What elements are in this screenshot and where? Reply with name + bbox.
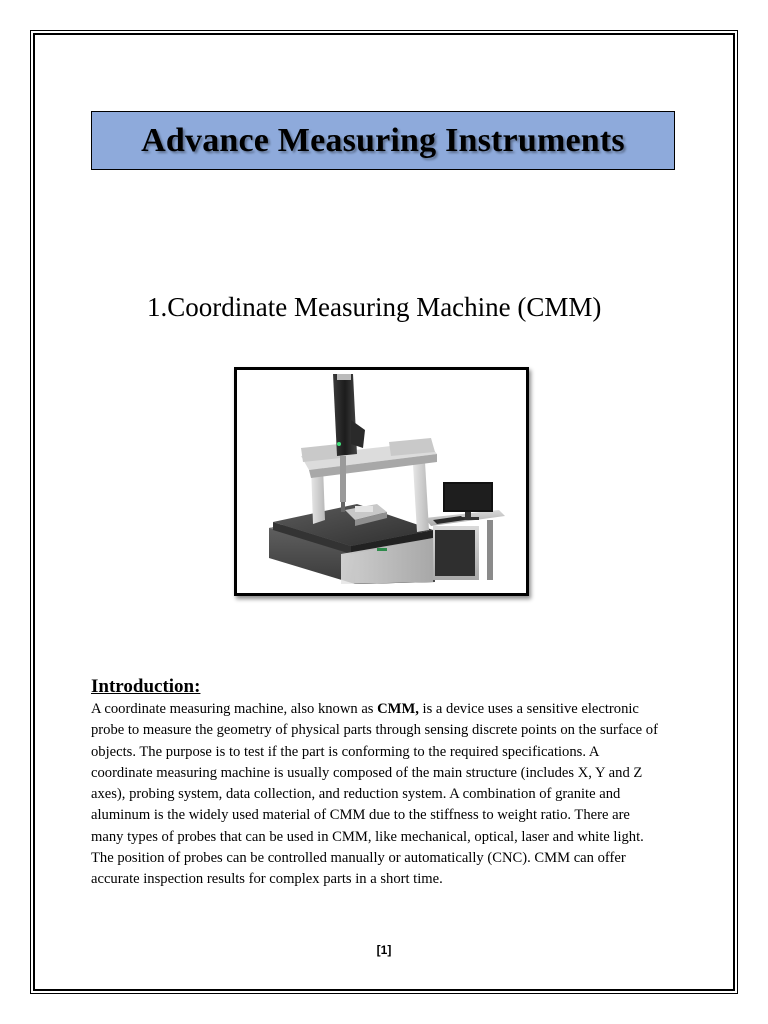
paragraph-line: accurate inspection results for complex parts in a short time. bbox=[91, 871, 443, 888]
paragraph-line: objects. The purpose is to test if the part is conforming to the required specifications. A bbox=[91, 743, 600, 760]
page-number: [1] bbox=[376, 943, 392, 957]
cmm-emphasis: CMM, bbox=[377, 701, 419, 717]
introduction-heading: Introduction: bbox=[91, 676, 201, 697]
document-title: Advance Measuring Instruments bbox=[141, 121, 625, 159]
cmm-machine-photo-icon bbox=[237, 370, 526, 593]
paragraph-line: many types of probes that can be used in CMM, like mechanical, optical, laser and white light. bbox=[91, 828, 644, 845]
section-heading: 1.Coordinate Measuring Machine (CMM) bbox=[147, 292, 602, 322]
paragraph-line: coordinate measuring machine is usually composed of the main structure (includes X, Y and Z bbox=[91, 764, 643, 781]
paragraph-line: axes), probing system, data collection, and reduction system. A combination of granite and bbox=[91, 786, 621, 803]
paragraph-line bbox=[91, 699, 691, 720]
cmm-figure bbox=[234, 367, 529, 596]
paragraph-line: probe to measure the geometry of physical parts through sensing discrete points on the surface of bbox=[91, 722, 658, 739]
paragraph-text: is a device uses a sensitive electronic bbox=[418, 701, 639, 717]
title-banner bbox=[91, 111, 675, 170]
paragraph-text: A coordinate measuring machine, also known as bbox=[91, 701, 378, 717]
paragraph-line: The position of probes can be controlled manually or automatically (CNC). CMM can offer bbox=[91, 850, 626, 867]
introduction-paragraph bbox=[91, 699, 691, 891]
paragraph-line: aluminum is the widely used material of CMM due to the stiffness to weight ratio. There are bbox=[91, 807, 630, 824]
